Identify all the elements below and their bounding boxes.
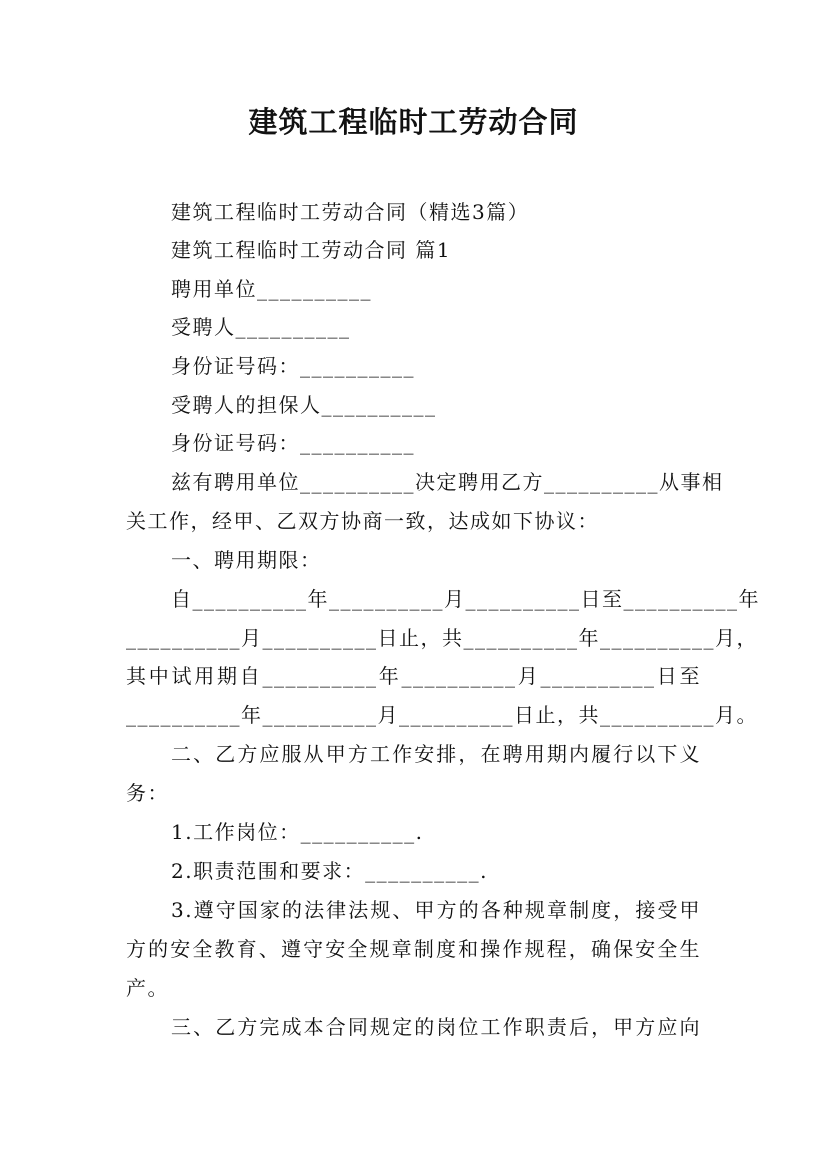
section-2-line-2: 务： (126, 781, 169, 805)
field-employee: 受聘人__________ (171, 315, 351, 339)
field-id-number-2: 身份证号码：__________ (171, 431, 415, 455)
paragraph-subtitle: 建筑工程临时工劳动合同（精选3篇） (171, 200, 530, 224)
item-2: 2.职责范围和要求：__________. (171, 859, 488, 883)
item-3-line-2: 方的安全教育、遵守安全规章制度和操作规程，确保安全生 (126, 937, 701, 961)
document-title: 建筑工程临时工劳动合同 (248, 105, 579, 139)
field-id-number-1: 身份证号码：__________ (171, 354, 415, 378)
term-line-2: __________月__________日止，共__________年__________月， (126, 626, 758, 650)
field-guarantor: 受聘人的担保人__________ (171, 393, 437, 417)
item-1: 1.工作岗位：__________. (171, 820, 424, 844)
term-line-1: 自__________年__________月__________日至__________年 (171, 587, 760, 611)
item-3-line-3: 产。 (126, 976, 169, 1000)
intro-line-2: 关工作，经甲、乙双方协商一致，达成如下协议： (126, 509, 599, 533)
intro-line-1: 兹有聘用单位__________决定聘用乙方__________从事相 (171, 470, 724, 494)
paragraph-part-heading: 建筑工程临时工劳动合同 篇1 (171, 238, 452, 262)
item-3-line-1: 3.遵守国家的法律法规、甲方的各种规章制度，接受甲 (171, 898, 701, 922)
section-3-line-1: 三、乙方完成本合同规定的岗位工作职责后，甲方应向 (171, 1015, 701, 1039)
section-1-heading: 一、聘用期限： (171, 548, 322, 572)
term-line-3: 其中试用期自__________年__________月__________日至 (126, 664, 701, 688)
field-employer: 聘用单位__________ (171, 277, 372, 301)
section-2-line-1: 二、乙方应服从甲方工作安排，在聘用期内履行以下义 (171, 742, 701, 766)
term-line-4: __________年__________月__________日止，共__________月。 (126, 703, 758, 727)
